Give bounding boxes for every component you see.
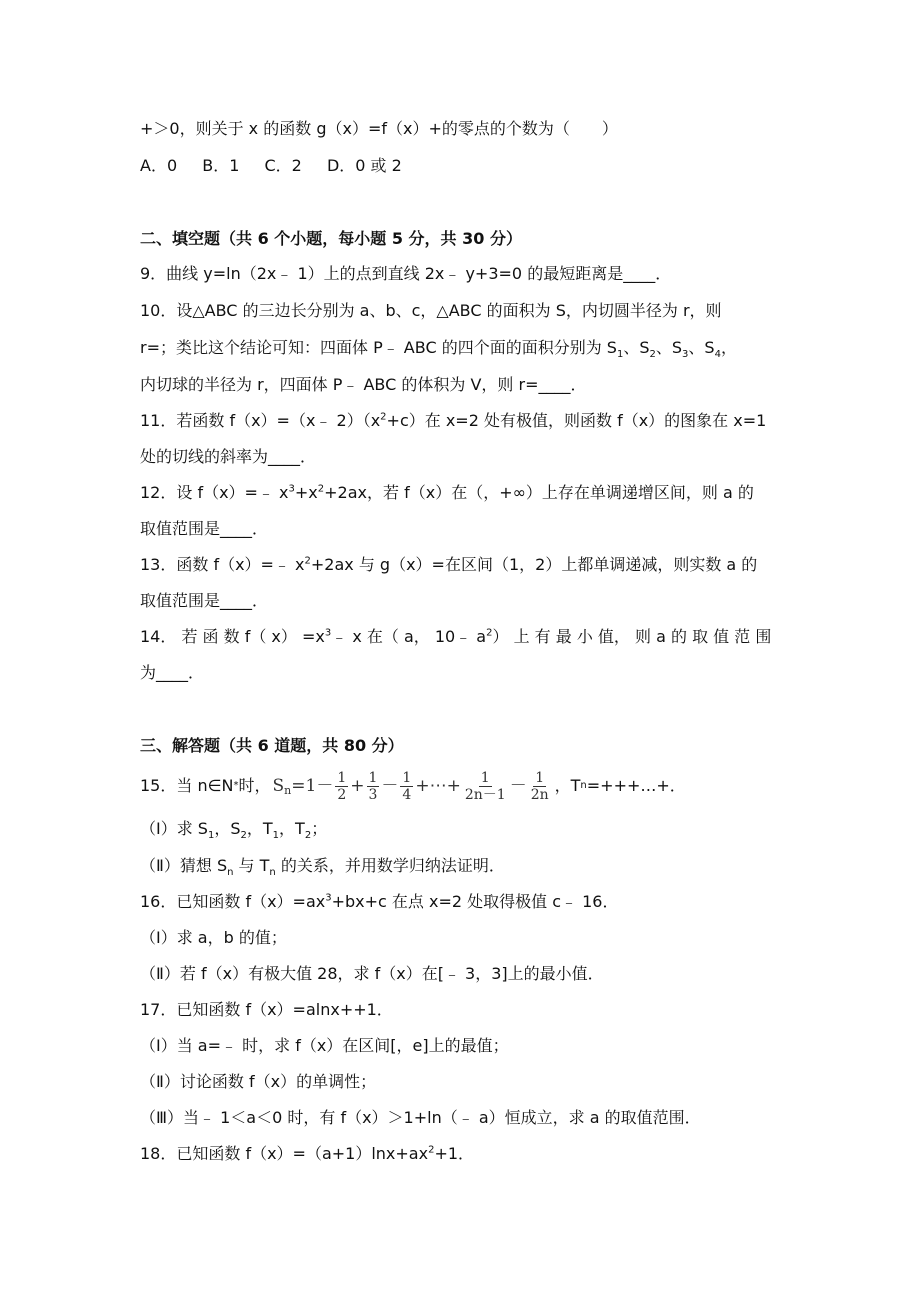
q16-line1: 16．已知函数 $f(x)=ax^3+bx+c$ 在点 x=2 处取得极值 c﹣ 16．	[140, 892, 619, 911]
q12-line2: 取值范围是____．	[140, 519, 269, 538]
q10-line3: 内切球的半径为 r，四面体 P﹣ ABC 的体积为 V，则 r=____．	[140, 375, 587, 394]
q15-part1: （Ⅰ）求 $S_1$，$S_2$，$T_1$，$T_2$；	[140, 819, 328, 842]
q8-tail: +＞0，则关于 x 的函数 g（x）=f（x）+的零点的个数为（ ）	[140, 119, 618, 138]
q16-part1: （Ⅰ）求 a，b 的值；	[140, 928, 287, 947]
q15-line1: 15．当 n∈N * 时， S n =1 － $\frac{1}{2}$ + $\frac{1}{3}$ － $\frac{1}{4}$ +⋯+ $\frac{1}{2n-1}$ － $\frac{1}{2n}$ ，T n =+++…+．	[140, 769, 686, 803]
q8-option-b: B．1	[202, 156, 240, 175]
q10-line1: 10．设△ABC 的三边长分别为 a、b、c，△ABC 的面积为 S，内切圆半径为 r，则	[140, 301, 722, 320]
q17-line1: 17．已知函数 f（x）=alnx++1．	[140, 1000, 393, 1019]
q8-options	[140, 155, 402, 177]
q10-line2: r=；类比这个结论可知：四面体 P﹣ ABC 的四个面的面积分别为 $S_1$、$S_2$、$S_3$、$S_4$，	[140, 338, 737, 361]
q14-line2: 为____．	[140, 663, 205, 682]
q8-option-a: A．0	[140, 156, 178, 175]
q18-line1: 18．已知函数 $f(x)=(a+1)\ln x+ax^2+1$．	[140, 1144, 475, 1163]
q14-line1: 14． 若 函 数 f（ $x) =x^3﹣$ x 在（ a， 10﹣ $a^2$） 上 有 最 小 值， 则 a 的 取 值 范 围	[140, 627, 772, 646]
q12-line1: 12．设 f（x）=﹣ $x^3+x^2+2ax$，若 f（x）在（，+∞）上存在单调递增区间，则 a 的	[140, 483, 754, 502]
q9-text: 9．曲线 y=ln（2x﹣ 1）上的点到直线 2x﹣ y+3=0 的最短距离是____．	[140, 264, 672, 283]
section3-title: 三、解答题（共 6 道题，共 80 分）	[140, 736, 404, 755]
q15-sum-formula: S n =1 － $\frac{1}{2}$ + $\frac{1}{3}$ － $\frac{1}{4}$ +⋯+ $\frac{1}{2n-1}$ － $\frac{1}{2n}$	[272, 769, 549, 803]
q13-line2: 取值范围是____．	[140, 591, 269, 610]
q11-line2: 处的切线的斜率为____．	[140, 447, 317, 466]
q13-line1: 13．函数 f（x）=﹣ $x^2+2ax$ 与 g（x）=在区间（1，2）上都单调递减，则实数 a 的	[140, 555, 758, 574]
q17-part1: （Ⅰ）当 a=﹣ 时，求 f（x）在区间[，e]上的最值；	[140, 1036, 509, 1055]
q8-option-c: C．2	[264, 156, 302, 175]
q17-part2: （Ⅱ）讨论函数 f（x）的单调性；	[140, 1072, 377, 1091]
q17-part3: （Ⅲ）当﹣ 1＜a＜0 时，有 f（x）＞1+ln（﹣ a）恒成立，求 a 的取值范围．	[140, 1108, 701, 1127]
section2-title: 二、填空题（共 6 个小题，每小题 5 分，共 30 分）	[140, 229, 522, 248]
q16-part2: （Ⅱ）若 f（x）有极大值 28，求 f（x）在[﹣ 3，3]上的最小值．	[140, 964, 604, 983]
q15-part2: （Ⅱ）猜想 $S_n$ 与 $T_n$ 的关系，并用数学归纳法证明．	[140, 856, 505, 879]
q8-option-d: D．0 或 2	[326, 156, 402, 175]
q11-line1: 11．若函数 f（x）=（x﹣ $2)(x^2+c)$在 x=2 处有极值，则函数 f（x）的图象在 x=1	[140, 411, 767, 430]
